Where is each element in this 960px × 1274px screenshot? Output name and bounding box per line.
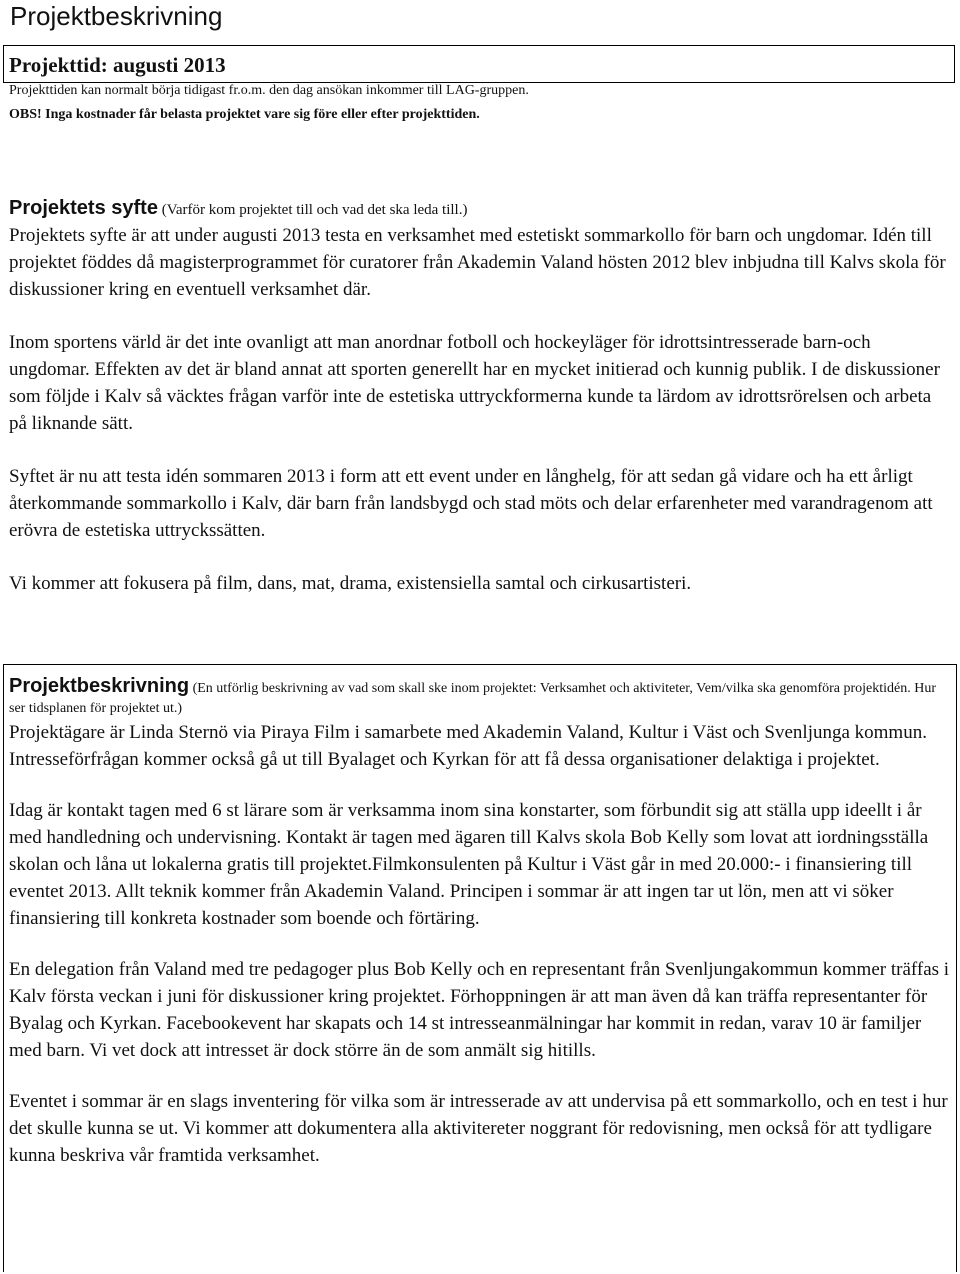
beskrivning-heading: Projektbeskrivning [9, 675, 190, 697]
syfte-heading: Projektets syfte [9, 197, 158, 219]
syfte-subheading: (Varför kom projektet till och vad det ska leda till.) [157, 202, 468, 218]
syfte-paragraph: Projektets syfte är att under augusti 2013 testa en verksamhet med estetiskt sommarkollo för barn och ungdomar. Idén till projektet föddes då magisterprogrammet för curatorer från Akademin Valand hösten 2012 blev inbjudna till Kalvs skola för diskussioner kring en eventuell verksamhet där. [9, 225, 946, 300]
page-title: Projektbeskrivning [10, 1, 223, 31]
beskrivning-paragraph: En delegation från Valand med tre pedagoger plus Bob Kelly och en representant från Svenljungakommun kommer träffas i Kalv första veckan i juni för diskussioner kring projektet. Förhoppningen är att man även då kan träffa representanter för Byalag och Kyrkan. Facebookevent har skapats och 14 st intresseanmälningar har kommit in redan, varav 10 är familjer med barn. Vi vet dock att intresset är dock större än de som anmält sig hitills. [9, 959, 950, 1061]
beskrivning-subheading: (En utförlig beskrivning av vad som skall ske inom projektet: Verksamhet och aktiviteter, Vem/vilka ska genomföra projektidén. Hur ser tidsplanen för projektet ut.) [9, 681, 937, 716]
beskrivning-paragraph: Projektägare är Linda Sternö via Piraya Film i samarbete med Akademin Valand, Kultur i Väst och Svenljunga kommun. Intresseförfrågan kommer också gå ut till Byalaget och Kyrkan för att få dessa organisationer delaktiga i projektet. [9, 722, 927, 770]
syfte-paragraph: Syftet är nu att testa idén sommaren 2013 i form att ett event under en långhelg, för att sedan gå vidare och ha ett årligt återkommande sommarkollo i Kalv, där barn från landsbygd och stad möts och delar erfarenheter med varandragenom att erövra de estetiska uttryckssätten. [9, 466, 933, 541]
syfte-paragraph: Inom sportens värld är det inte ovanligt att man anordnar fotboll och hockeyläger för idrottsintresserade barn-och ungdomar. Effekten av det är bland annat att sporten generellt har en mycket initierad och kunnig publik. I de diskussioner som följde i Kalv så väcktes frågan varför inte de estetiska uttryckformerna kunde ta lärdom av idrottsrörelsen och arbeta på liknande sätt. [9, 332, 940, 434]
syfte-section [9, 196, 949, 597]
beskrivning-section [9, 676, 951, 1169]
syfte-header [9, 196, 949, 222]
beskrivning-header [9, 676, 951, 719]
beskrivning-paragraph: Idag är kontakt tagen med 6 st lärare som är verksamma inom sina konstarter, som förbundit sig att ställa upp ideellt i år med handledning och undervisning. Kontakt är tagen med ägaren till Kalvs skola Bob Kelly som lovat att iordningsställa skolan och låna ut lokalerna gratis till projektet.Filmkonsulenten på Kultur i Väst går in med 20.000:- i finansiering till eventet 2013. Allt teknik kommer från Akademin Valand. Principen i sommar är att ingen tar ut lön, men att vi söker finansiering till konkreta kostnader som boende och förtäring. [9, 800, 929, 929]
projekttid-note: Projekttiden kan normalt börja tidigast fr.o.m. den dag ansökan inkommer till LAG-gruppen. [9, 83, 529, 98]
syfte-paragraph: Vi kommer att fokusera på film, dans, mat, drama, existensiella samtal och cirkusartisteri. [9, 573, 692, 594]
obs-note: OBS! Inga kostnader får belasta projektet vare sig före eller efter projekttiden. [9, 107, 480, 122]
projekttid-heading: Projekttid: augusti 2013 [9, 53, 226, 77]
beskrivning-paragraph: Eventet i sommar är en slags inventering för vilka som är intresserade av att undervisa på ett sommarkollo, och en test i hur det skulle kunna se ut. Vi kommer att dokumentera alla aktivitereter noggrant för redovisning, men också för att tydligare kunna beskriva vår framtida verksamhet. [9, 1091, 948, 1166]
